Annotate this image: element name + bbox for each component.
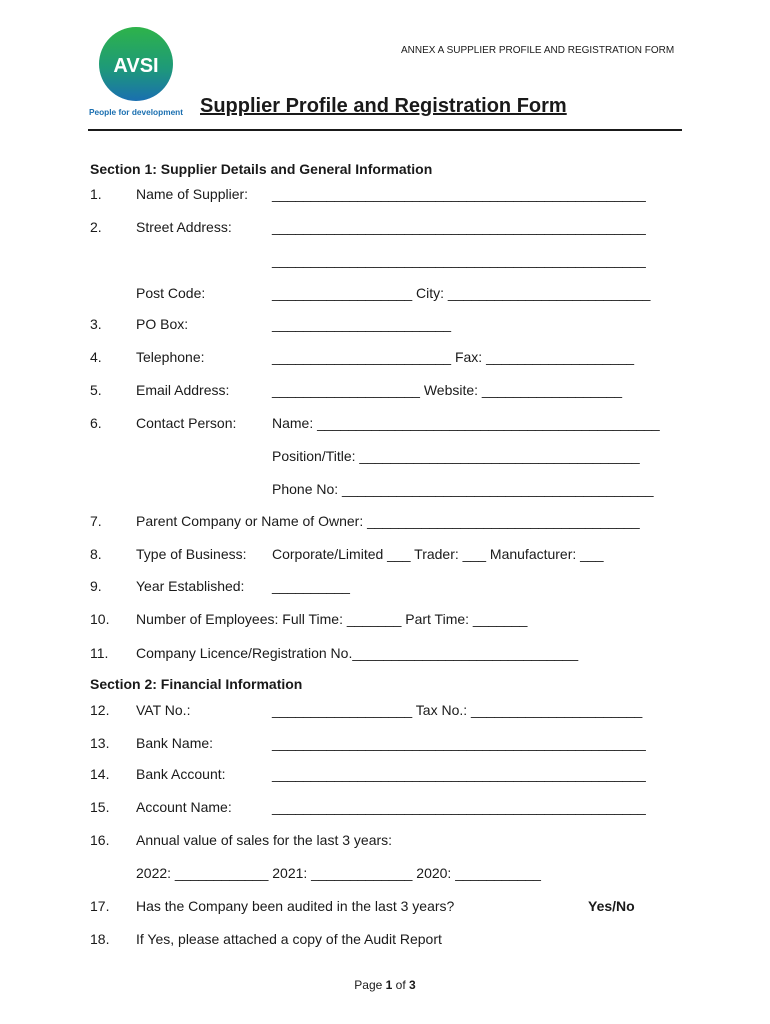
bank-name-field[interactable]: ________________________________________________ xyxy=(272,735,646,751)
q6-number: 6. xyxy=(90,415,102,431)
q6-label: Contact Person: xyxy=(136,415,237,431)
street-address-field-1[interactable]: ________________________________________________ xyxy=(272,219,646,235)
logo-text: AVSI xyxy=(113,55,159,77)
q15-number: 15. xyxy=(90,799,110,815)
q4-number: 4. xyxy=(90,349,102,365)
q5-label: Email Address: xyxy=(136,382,230,398)
q15-label: Account Name: xyxy=(136,799,232,815)
avsi-logo xyxy=(88,25,184,119)
account-name-field[interactable]: ________________________________________________ xyxy=(272,799,646,815)
q2-number: 2. xyxy=(90,219,102,235)
supplier-name-field[interactable]: ________________________________________________ xyxy=(272,186,646,202)
section1-heading: Section 1: Supplier Details and General Information xyxy=(90,161,433,177)
q4-label: Telephone: xyxy=(136,349,205,365)
q2-label: Street Address: xyxy=(136,219,232,235)
page-word: Page xyxy=(354,978,383,992)
q3-label: PO Box: xyxy=(136,316,189,332)
bank-account-field[interactable]: ________________________________________________ xyxy=(272,766,646,782)
q1-number: 1. xyxy=(90,186,102,202)
parent-company-field[interactable]: Parent Company or Name of Owner: ___________________________________ xyxy=(136,513,640,529)
contact-name-field[interactable]: Name: ____________________________________________ xyxy=(272,415,660,431)
q14-label: Bank Account: xyxy=(136,766,226,782)
postcode-label: Post Code: xyxy=(136,285,206,301)
q11-number: 11. xyxy=(90,645,109,661)
logo-tagline: People for development xyxy=(88,107,184,117)
contact-position-field[interactable]: Position/Title: ____________________________________ xyxy=(272,448,640,464)
registration-no-field[interactable]: Company Licence/Registration No._____________________________ xyxy=(136,645,579,661)
q17-number: 17. xyxy=(90,898,110,914)
year-established-field[interactable]: __________ xyxy=(272,578,350,594)
telephone-fax-field[interactable]: _______________________ Fax: ___________________ xyxy=(272,349,635,365)
q16-text: Annual value of sales for the last 3 years: xyxy=(136,832,393,848)
section2-heading: Section 2: Financial Information xyxy=(90,676,303,692)
q8-number: 8. xyxy=(90,546,102,562)
contact-phone-field[interactable]: Phone No: ________________________________________ xyxy=(272,481,654,497)
postcode-city-field[interactable]: __________________ City: __________________________ xyxy=(272,285,651,301)
po-box-field[interactable]: _______________________ xyxy=(272,316,452,332)
q18-text: If Yes, please attached a copy of the Audit Report xyxy=(136,931,442,947)
audited-yes-no[interactable]: Yes/No xyxy=(588,898,635,914)
q9-number: 9. xyxy=(90,578,102,594)
q13-number: 13. xyxy=(90,735,110,751)
q8-label: Type of Business: xyxy=(136,546,247,562)
q5-number: 5. xyxy=(90,382,102,398)
email-website-field[interactable]: ___________________ Website: __________________ xyxy=(272,382,623,398)
q10-number: 10. xyxy=(90,611,110,627)
employees-field[interactable]: Number of Employees: Full Time: _______ Part Time: _______ xyxy=(136,611,528,627)
page-title: Supplier Profile and Registration Form xyxy=(200,95,567,117)
q7-number: 7. xyxy=(90,513,102,529)
annex-label: ANNEX A SUPPLIER PROFILE AND REGISTRATION FORM xyxy=(401,45,675,56)
q14-number: 14. xyxy=(90,766,110,782)
q1-label: Name of Supplier: xyxy=(136,186,249,202)
of-word: of xyxy=(395,978,406,992)
q18-number: 18. xyxy=(90,931,110,947)
q12-label: VAT No.: xyxy=(136,702,191,718)
q12-number: 12. xyxy=(90,702,110,718)
vat-tax-field[interactable]: __________________ Tax No.: ______________________ xyxy=(272,702,643,718)
page-number: 1 xyxy=(385,978,393,992)
q9-label: Year Established: xyxy=(136,578,245,594)
title-divider xyxy=(88,129,682,131)
q16-number: 16. xyxy=(90,832,110,848)
q17-text: Has the Company been audited in the last 3 years? xyxy=(136,898,455,914)
annual-sales-field[interactable]: 2022: ____________ 2021: _____________ 2020: ___________ xyxy=(136,865,541,881)
page-total: 3 xyxy=(409,978,416,992)
page-footer xyxy=(0,978,770,992)
business-type-options[interactable]: Corporate/Limited ___ Trader: ___ Manufacturer: ___ xyxy=(272,546,604,562)
q13-label: Bank Name: xyxy=(136,735,214,751)
street-address-field-2[interactable]: ________________________________________________ xyxy=(272,252,646,268)
q3-number: 3. xyxy=(90,316,102,332)
